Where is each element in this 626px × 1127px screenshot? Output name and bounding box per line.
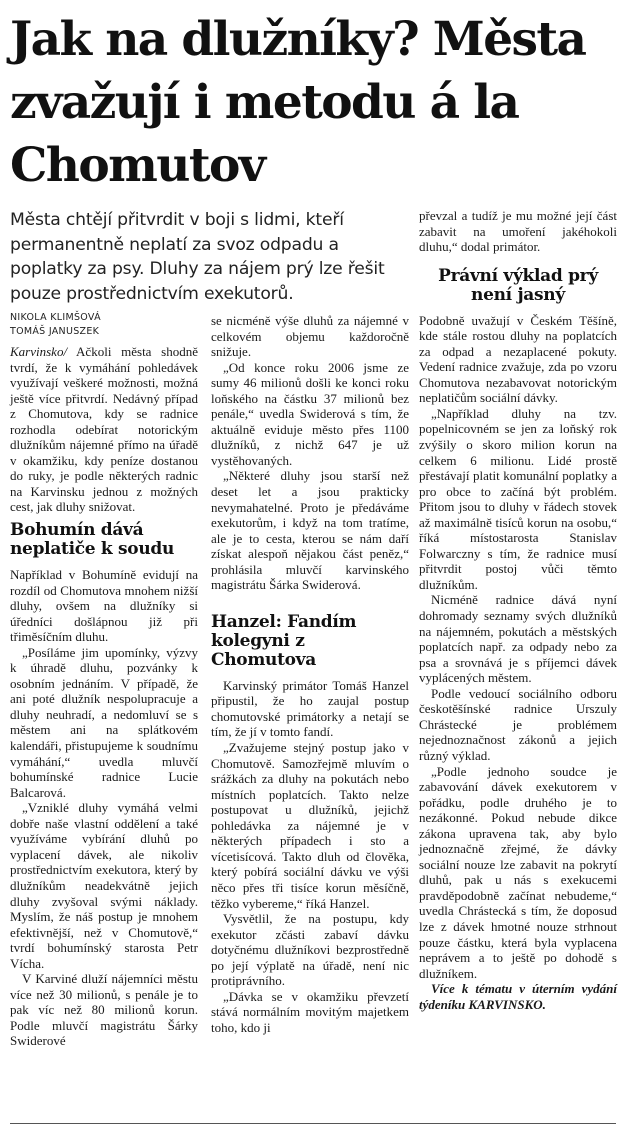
subheading-pravni-vyklad: Právní výklad prý není jasný — [438, 265, 598, 305]
body-paragraph: Nicméně radnice dává nyní dohromady seznamy svých dlužníků na nájemném, pokutách a městských poplatcích např. za odpady nebo za psa a srovnává je s příjemci dávek vyplácených městem. — [419, 592, 617, 686]
body-paragraph: Vysvětlil, že na postupu, kdy exekutor zčásti zabaví dávku dotyčnému dlužníkovi bezprostředně po její výplatě na úřadě, není nic protiprávního. — [211, 911, 409, 989]
intro-paragraph — [10, 344, 198, 515]
body-paragraph: Podle vedoucí sociálního odboru českotěšínské radnice Urszuly Chrástecké je problémem nejednoznačnost zákonů a jejich různý výklad. — [419, 685, 617, 763]
intro-text: Ačkoli města shodně tvrdí, že k vymáhání pohledávek využívají veškeré možnosti, možná ještě více přitvrdí. Nedávný případ z Chomutova, kdy se radnice rozhodla odebírat notorickým dlužníkům nájemné přímo na úřadě v okamžiku, kdy peníze dostanou do ruky, je podle některých radnic na Karvinsku jednou z možných cest, jak dluhy snižovat. — [10, 344, 198, 515]
body-paragraph: „Zvažujeme stejný postup jako v Chomutově. Samozřejmě mluvím o srážkách za dluhy na pokutách nebo místních poplatcích. Takto nelze postupovat u dlužníků, jejichž pohledávka za nájemné je v některých případech i sto a vícetisícová. Takto dluh od člověka, který pobírá sociální dávku ve výši něco přes tři tisíce korun měsíčně, těžko vybereme,“ říká Hanzel. — [211, 740, 409, 911]
author-name: NIKOLA KLIMŠOVÁ — [10, 312, 101, 323]
author-name: TOMÁŠ JANUSZEK — [10, 325, 100, 337]
bottom-rule — [10, 1123, 616, 1124]
body-paragraph: Podobně uvažují v Českém Těšíně, kde stále rostou dluhy na poplatcích za odpad a nezaplacené pokuty. Vedení radnice zvažuje, zda po vzoru Chomutova nezabavovat notorickým neplatičům sociální dávky. — [419, 312, 617, 406]
column-3 — [419, 208, 617, 1012]
headline: Jak na dlužníky? Města zvažují i metodu á la Chomutov — [10, 12, 586, 193]
lead-paragraph: Města chtějí přitvrdit v boji s lidmi, kteří permanentně neplatí za svoz odpadu a poplatky za psy. Dluhy za nájem prý lze řešit pouze prostřednictvím exekutorů. — [10, 210, 385, 304]
body-paragraph: „Vzniklé dluhy vymáhá velmi dobře naše vlastní oddělení a také využíváme vybírání dluhů po vyplacení dávek, ale nikoliv prostřednictvím exekutora, který by dlužníkům neadekvátně jejich dluhy zvyšoval svými náklady. Myslím, že náš postup je mnohem efektivnější, než v Chomutově,“ tvrdí bohumínský starosta Petr Vícha. — [10, 800, 198, 971]
body-paragraph: „Od konce roku 2006 jsme ze sumy 46 milionů došli ke konci roku loňského na částku 37 milionů bez penále,“ uvedla Swiderová s tím, že aktuálně eviduje město přes 1100 dlužníků, z nichž 647 je už vystěhovaných. — [211, 359, 409, 468]
byline — [10, 311, 210, 338]
body-paragraph: se nicméně výše dluhů za nájemné v celkovém objemu každoročně snižuje. — [211, 313, 409, 360]
more-info-note: Více k tématu v úterním vydání týdeníku KARVINSKO. — [419, 981, 617, 1012]
body-paragraph: „Například dluhy na tzv. popelnicovném se jen za loňský rok zvýšily o skoro milion korun na celkem 6 milionu. Lidé prostě přestávají platit komunální poplatky a pro obce to začíná být problém. Přitom jsou to dluhy v řádech stovek až maximálně tisíců korun na osobu,“ říká místostarosta Stanislav Folwarczny s tím, že radnice musí přitvrdit postoj vůči těmto dlužníkům. — [419, 405, 617, 592]
body-paragraph: „Podle jednoho soudce je zabavování dávek exekutorem v pořádku, podle druhého je to nezákonné. Pokud nebude dikce zákona upravena tak, aby bylo jednoznačně zřejmé, že dávky sociální nouze lze zabavit na pokrytí dluhů, pak u nás s exekucemi pravděpodobně začínat nebudeme,“ uvedla Chrástecká s tím, že doposud lze z dávek hmotné nouze strhnout pouze částku, která byla vyplacena neprávem a to ještě po dohodě s dlužníkem. — [419, 763, 617, 981]
body-paragraph: „Některé dluhy jsou starší než deset let a jsou prakticky nevymahatelné. Proto je předáváme exekutorům, i když na tom tratíme, ale je to cesta, kterou se nám daří získat alespoň nějakou část peněz,“ prohlásila mluvčí karvinského magistrátu Šárka Swiderová. — [211, 468, 409, 593]
body-paragraph: V Karviné dluží nájemníci městu více než 30 milionů, s penále je to pak víc než 80 milionů korun. Podle mluvčí magistrátu Šárky Swiderové — [10, 971, 198, 1049]
body-paragraph: „Dávka se v okamžiku převzetí stává normálním movitým majetkem toho, kdo ji — [211, 988, 409, 1035]
dateline: Karvinsko/ — [10, 344, 68, 359]
body-paragraph: převzal a tudíž je mu možné její část zabavit na umoření jakéhokoli dluhu,“ dodal primátor. — [419, 208, 617, 255]
subheading-hanzel: Hanzel: Fandím kolegyni z Chomutova — [211, 611, 357, 670]
column-1 — [10, 344, 198, 1049]
body-paragraph: Karvinský primátor Tomáš Hanzel připustil, že ho zaujal postup chomutovské primátorky a netají se tím, že jí v tomto fandí. — [211, 677, 409, 740]
column-2 — [211, 313, 409, 1035]
body-paragraph: Například v Bohumíně evidují na rozdíl od Chomutova mnohem nižší dluhy, ovšem na dlužníky si úředníci došlápnou již při třiměsíčním dluhu. — [10, 567, 198, 645]
subheading-bohumin: Bohumín dává neplatiče k soudu — [10, 520, 175, 560]
body-paragraph: „Posíláme jim upomínky, výzvy k úhradě dluhu, pozvánky k osobním jednáním. V případě, že ani poté dlužník nespolupracuje a dluhy neuhradí, a nedomluví se s městem ani na splátkovém kalendáři, přistupujeme k soudnímu vymáhání,“ uvedla mluvčí bohumínské radnice Lucie Balcarová. — [10, 644, 198, 800]
